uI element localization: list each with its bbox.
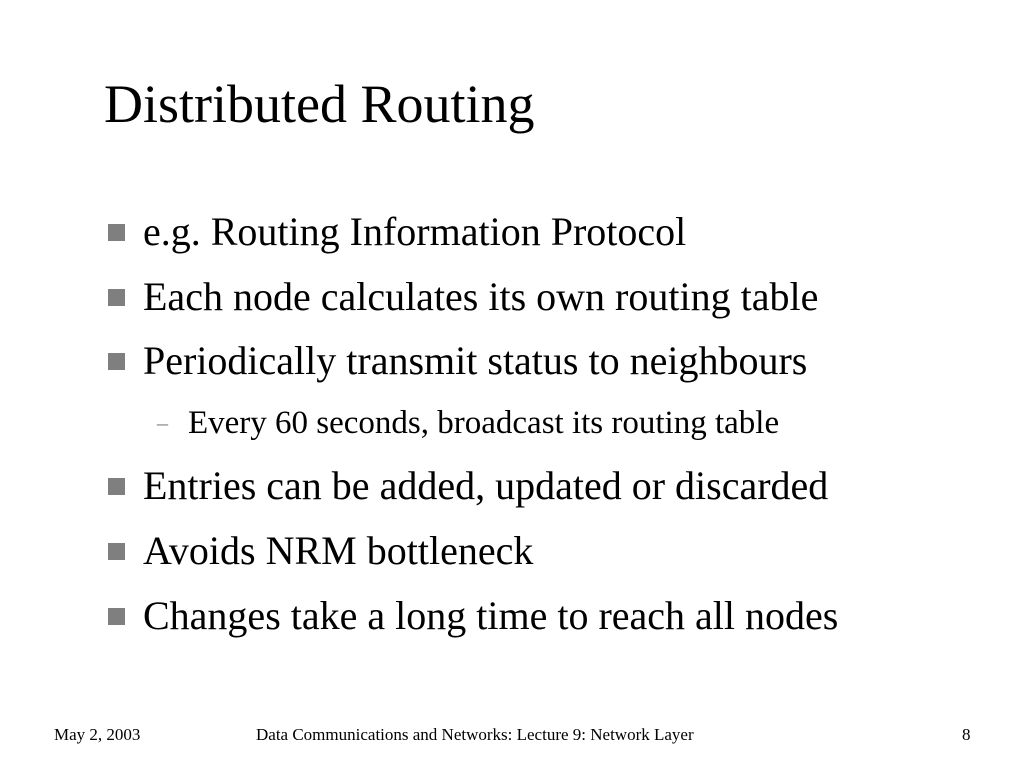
bullet-text: e.g. Routing Information Protocol	[143, 209, 687, 254]
page-number: 8	[962, 725, 971, 744]
square-bullet-icon	[108, 224, 125, 241]
bullet-text: Changes take a long time to reach all nodes	[143, 593, 839, 638]
bullet-text: Each node calculates its own routing table	[143, 274, 819, 319]
bullet-item	[108, 527, 533, 575]
dash-bullet-icon: –	[157, 410, 168, 435]
bullet-item	[108, 208, 686, 256]
slide-title: Distributed Routing	[104, 74, 535, 134]
square-bullet-icon	[108, 289, 125, 306]
square-bullet-icon	[108, 478, 125, 495]
bullet-item	[108, 337, 807, 385]
bullet-item	[108, 592, 838, 640]
bullet-item	[108, 273, 818, 321]
square-bullet-icon	[108, 543, 125, 560]
bullet-item	[108, 462, 828, 510]
square-bullet-icon	[108, 353, 125, 370]
footer-date: May 2, 2003	[54, 725, 141, 744]
bullet-text: Avoids NRM bottleneck	[143, 528, 534, 573]
bullet-text: Periodically transmit status to neighbours	[143, 338, 808, 383]
sub-bullet-item	[157, 403, 779, 443]
bullet-text: Entries can be added, updated or discarded	[143, 463, 829, 508]
sub-bullet-text: Every 60 seconds, broadcast its routing table	[188, 405, 780, 441]
square-bullet-icon	[108, 608, 125, 625]
footer-course-title: Data Communications and Networks: Lecture 9: Network Layer	[256, 725, 694, 744]
